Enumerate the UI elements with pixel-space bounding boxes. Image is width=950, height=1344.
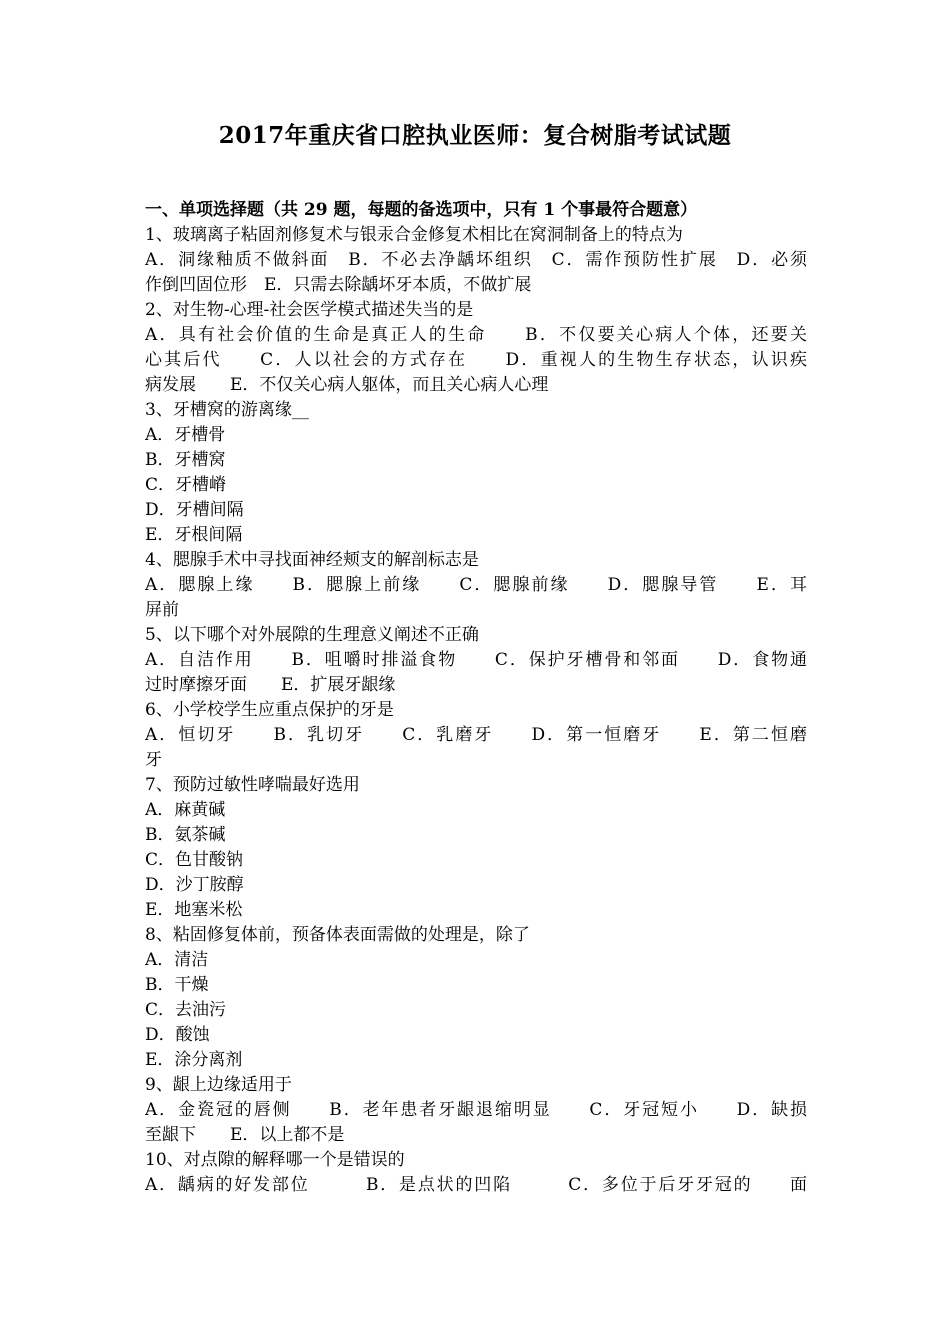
text-line: D．酸蚀 [145, 1025, 210, 1045]
text-line: A．牙槽骨 [145, 425, 226, 445]
text-line: A．自洁作用 B．咀嚼时排溢食物 C．保护牙槽骨和邻面 D．食物通 [145, 650, 807, 670]
text-line: A．恒切牙 B．乳切牙 C．乳磨牙 D．第一恒磨牙 E．第二恒磨 [145, 725, 807, 745]
text-line: 6、小学校学生应重点保护的牙是 [145, 700, 394, 720]
text-line: C．色甘酸钠 [145, 850, 244, 870]
text-line: 作倒凹固位形 E．只需去除龋坏牙本质，不做扩展 [145, 275, 532, 295]
text-line: A．洞缘釉质不做斜面 B．不必去净龋坏组织 C．需作预防性扩展 D．必须 [145, 250, 807, 270]
text-line: A．麻黄碱 [145, 800, 226, 820]
text-line: 2、对生物-心理-社会医学模式描述失当的是 [145, 300, 474, 320]
text-line: 过时摩擦牙面 E．扩展牙龈缘 [145, 675, 396, 695]
document-body [145, 198, 807, 1198]
text-line: B．氨茶碱 [145, 825, 226, 845]
text-line: 屏前 [145, 600, 179, 620]
text-line: 7、预防过敏性哮喘最好选用 [145, 775, 360, 795]
section-heading: 一、单项选择题（共 29 题，每题的备选项中，只有 1 个事最符合题意） [145, 200, 698, 220]
text-line: 1、玻璃离子粘固剂修复术与银汞合金修复术相比在窝洞制备上的特点为 [145, 225, 683, 245]
text-line: 8、粘固修复体前，预备体表面需做的处理是，除了 [145, 925, 530, 945]
text-line: 5、以下哪个对外展隙的生理意义阐述不正确 [145, 625, 479, 645]
text-line: D．牙槽间隔 [145, 500, 244, 520]
text-line: C．去油污 [145, 1000, 227, 1020]
text-line: D．沙丁胺醇 [145, 875, 244, 895]
text-line: A．具有社会价值的生命是真正人的生命 B．不仅要关心病人个体，还要关 [145, 325, 807, 345]
text-line: 4、腮腺手术中寻找面神经颊支的解剖标志是 [145, 550, 479, 570]
text-line: 至龈下 E．以上都不是 [145, 1125, 345, 1145]
text-line: B．干燥 [145, 975, 209, 995]
text-line: 心其后代 C．人以社会的方式存在 D．重视人的生物生存状态，认识疾 [145, 350, 807, 370]
text-line: A．清洁 [145, 950, 209, 970]
text-line: 牙 [145, 750, 162, 770]
text-line: 9、龈上边缘适用于 [145, 1075, 292, 1095]
text-line: E．涂分离剂 [145, 1050, 243, 1070]
text-line: E．地塞米松 [145, 900, 243, 920]
text-line: E．牙根间隔 [145, 525, 243, 545]
text-line: B．牙槽窝 [145, 450, 226, 470]
text-line: C．牙槽嵴 [145, 475, 227, 495]
text-line: A．腮腺上缘 B．腮腺上前缘 C．腮腺前缘 D．腮腺导管 E．耳 [145, 575, 807, 595]
text-line: 病发展 E．不仅关心病人躯体，而且关心病人心理 [145, 375, 549, 395]
text-line: A．龋病的好发部位 B．是点状的凹陷 C．多位于后牙牙冠的 面 [145, 1175, 807, 1195]
document-title: 2017年重庆省口腔执业医师：复合树脂考试试题 [218, 122, 732, 149]
text-line: A．金瓷冠的唇侧 B．老年患者牙龈退缩明显 C．牙冠短小 D．缺损 [145, 1100, 807, 1120]
text-line: 10、对点隙的解释哪一个是错误的 [145, 1150, 405, 1170]
text-line: 3、牙槽窝的游离缘__ [145, 400, 309, 420]
